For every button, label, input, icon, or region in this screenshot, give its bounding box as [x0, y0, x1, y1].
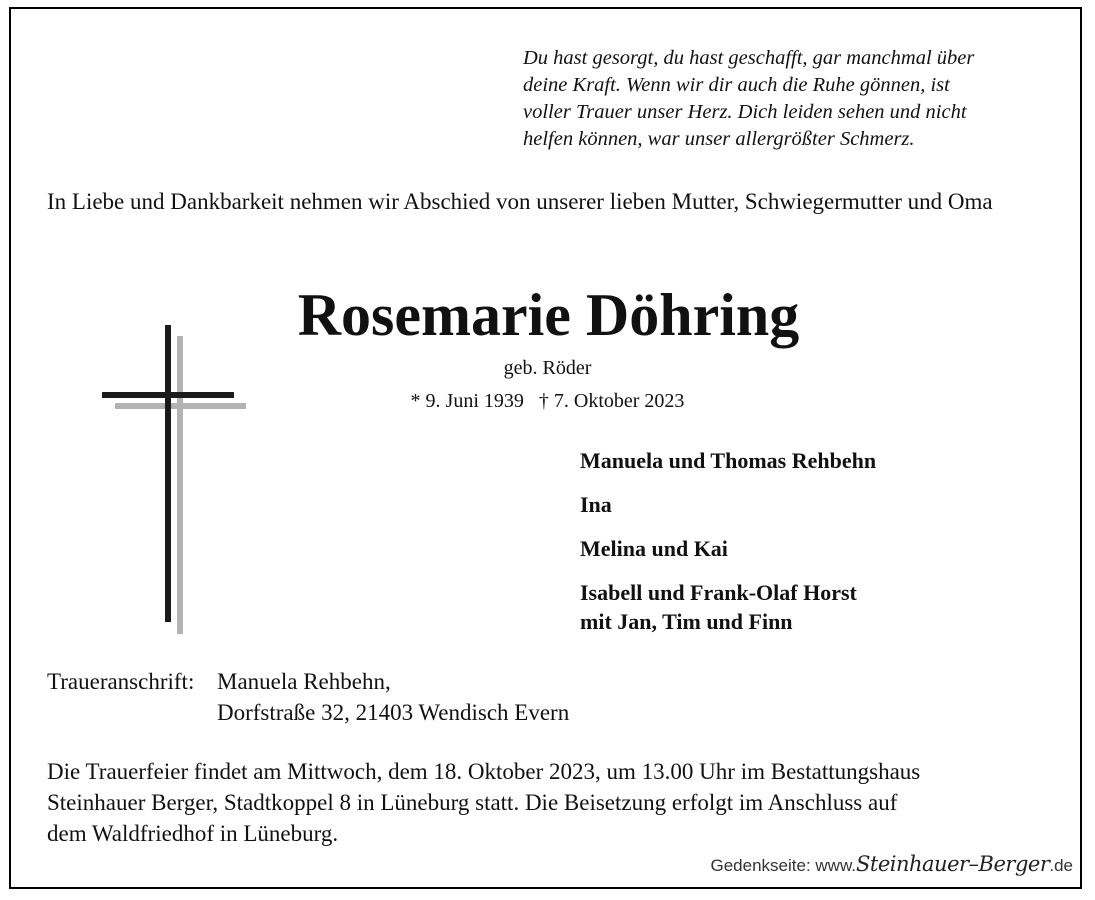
footer-prefix: Gedenkseite: www.	[710, 856, 857, 875]
mourner-line: Isabell und Frank-Olaf Horst	[580, 580, 857, 605]
mourner-line: mit Jan, Tim und Finn	[580, 609, 793, 634]
cross-shadow-vertical	[177, 336, 183, 634]
address-line: Dorfstraße 32, 21403 Wendisch Evern	[217, 700, 570, 725]
mourners-list	[580, 446, 1060, 636]
mourner-line: Ina	[580, 492, 612, 517]
mourner-line: Manuela und Thomas Rehbehn	[580, 448, 877, 473]
poem-line: helfen können, war unser allergrößter Schmerz.	[523, 128, 915, 150]
address-line: Manuela Rehbehn,	[217, 669, 391, 694]
poem-line: deine Kraft. Wenn wir dir auch die Ruhe gönnen, ist	[523, 74, 950, 96]
address-label: Traueranschrift:	[47, 669, 195, 694]
footer-suffix: .de	[1049, 856, 1073, 875]
ceremony-line: Steinhauer Berger, Stadtkoppel 8 in Lüneburg statt. Die Beisetzung erfolgt im Anschluss auf	[47, 790, 898, 815]
mourner-entry	[580, 534, 1060, 563]
poem-line: Du hast gesorgt, du hast geschafft, gar manchmal über	[523, 47, 975, 69]
cross-vertical	[165, 325, 171, 622]
mourner-entry	[580, 446, 1060, 475]
ceremony-line: Die Trauerfeier findet am Mittwoch, dem 18. Oktober 2023, um 13.00 Uhr im Bestattungshaus	[47, 759, 921, 784]
cross-shadow-horizontal	[115, 403, 246, 409]
memorial-page-link[interactable]	[711, 850, 1074, 880]
birth-date: * 9. Juni 1939	[410, 390, 524, 412]
ceremony-line: dem Waldfriedhof in Lüneburg.	[47, 821, 339, 846]
mourner-line: Melina und Kai	[580, 536, 728, 561]
ceremony-text	[47, 756, 1062, 849]
address	[217, 666, 569, 728]
poem-line: voller Trauer unser Herz. Dich leiden sehen und nicht	[523, 101, 967, 123]
footer-brand: Steinhauer–Berger	[856, 852, 1050, 876]
cross-icon	[95, 320, 255, 640]
mourner-entry	[580, 578, 1060, 636]
mourner-entry	[580, 490, 1060, 519]
cross-horizontal	[102, 392, 234, 398]
born-name: geb. Röder	[503, 357, 592, 379]
poem	[523, 45, 1063, 153]
deceased-name: Rosemarie Döhring	[297, 282, 800, 348]
intro-text: In Liebe und Dankbarkeit nehmen wir Abschied von unserer lieben Mutter, Schwiegermutter und Oma	[47, 189, 993, 214]
death-date: † 7. Oktober 2023	[538, 390, 685, 412]
